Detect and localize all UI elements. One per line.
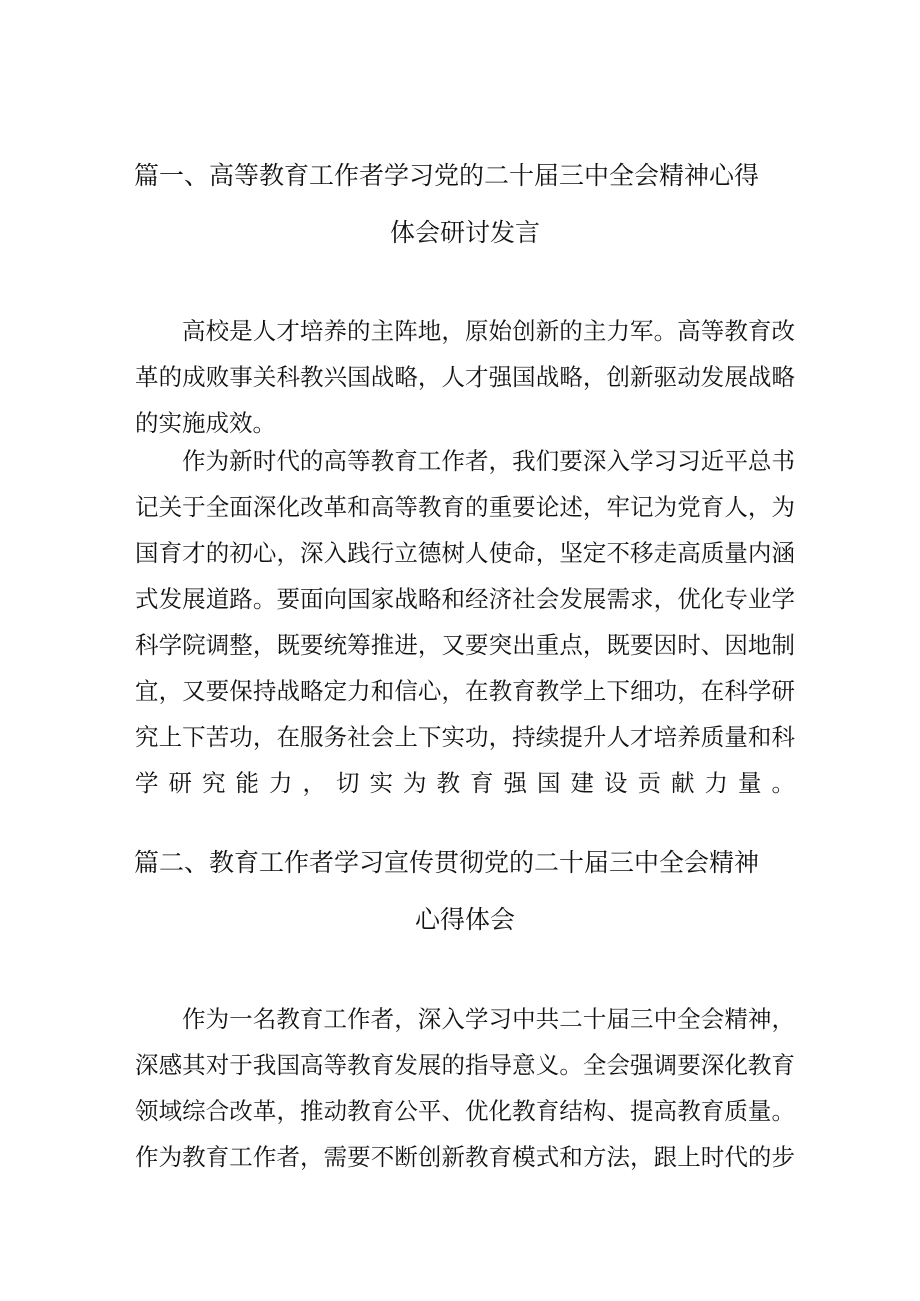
paragraph-line: 高校是人才培养的主阵地，原始创新的主力军。高等教育改 [182, 317, 795, 345]
paragraph-line: 科学院调整，既要统筹推进，又要突出重点，既要因时、因地制 [135, 631, 795, 659]
paragraph-line: 宜，又要保持战略定力和信心，在教育教学上下细功，在科学研 [135, 677, 795, 705]
paragraph-line: 记关于全面深化改革和高等教育的重要论述，牢记为党育人，为 [135, 493, 795, 521]
paragraph-line: 国育才的初心，深入践行立德树人使命，坚定不移走高质量内涵 [135, 539, 795, 567]
section2-paragraph-1 [135, 996, 795, 1180]
paragraph-line: 深感其对于我国高等教育发展的指导意义。全会强调要深化教育 [135, 1051, 795, 1079]
section2-title-line2: 心得体会 [415, 905, 516, 934]
section2-title-line1: 篇二、教育工作者学习宣传贯彻党的二十届三中全会精神 [134, 848, 760, 877]
section1-title-line2: 体会研讨发言 [390, 218, 541, 247]
paragraph-line: 式发展道路。要面向国家战略和经济社会发展需求，优化专业学 [135, 585, 795, 613]
paragraph-line: 革的成败事关科教兴国战略，人才强国战略，创新驱动发展战略 [135, 363, 795, 391]
section1-paragraph-1 [135, 308, 795, 446]
paragraph-line: 的实施成效。 [135, 409, 276, 437]
paragraph-line [135, 806, 795, 852]
section1-title-line1: 篇一、高等教育工作者学习党的二十届三中全会精神心得 [134, 161, 760, 190]
paragraph-line: 作为教育工作者，需要不断创新教育模式和方法，跟上时代的步 [135, 1143, 795, 1171]
section1-paragraph-2 [135, 438, 795, 852]
paragraph-line: 作为新时代的高等教育工作者，我们要深入学习习近平总书 [182, 447, 795, 475]
paragraph-line: 究上下苦功，在服务社会上下实功，持续提升人才培养质量和科 [135, 723, 795, 751]
paragraph-line: 领域综合改革，推动教育公平、优化教育结构、提高教育质量。 [135, 1097, 795, 1125]
paragraph-line: 学研究能力，切实为教育强国建设贡献力量。 [135, 769, 795, 797]
paragraph-line: 作为一名教育工作者，深入学习中共二十届三中全会精神， [182, 1005, 795, 1033]
